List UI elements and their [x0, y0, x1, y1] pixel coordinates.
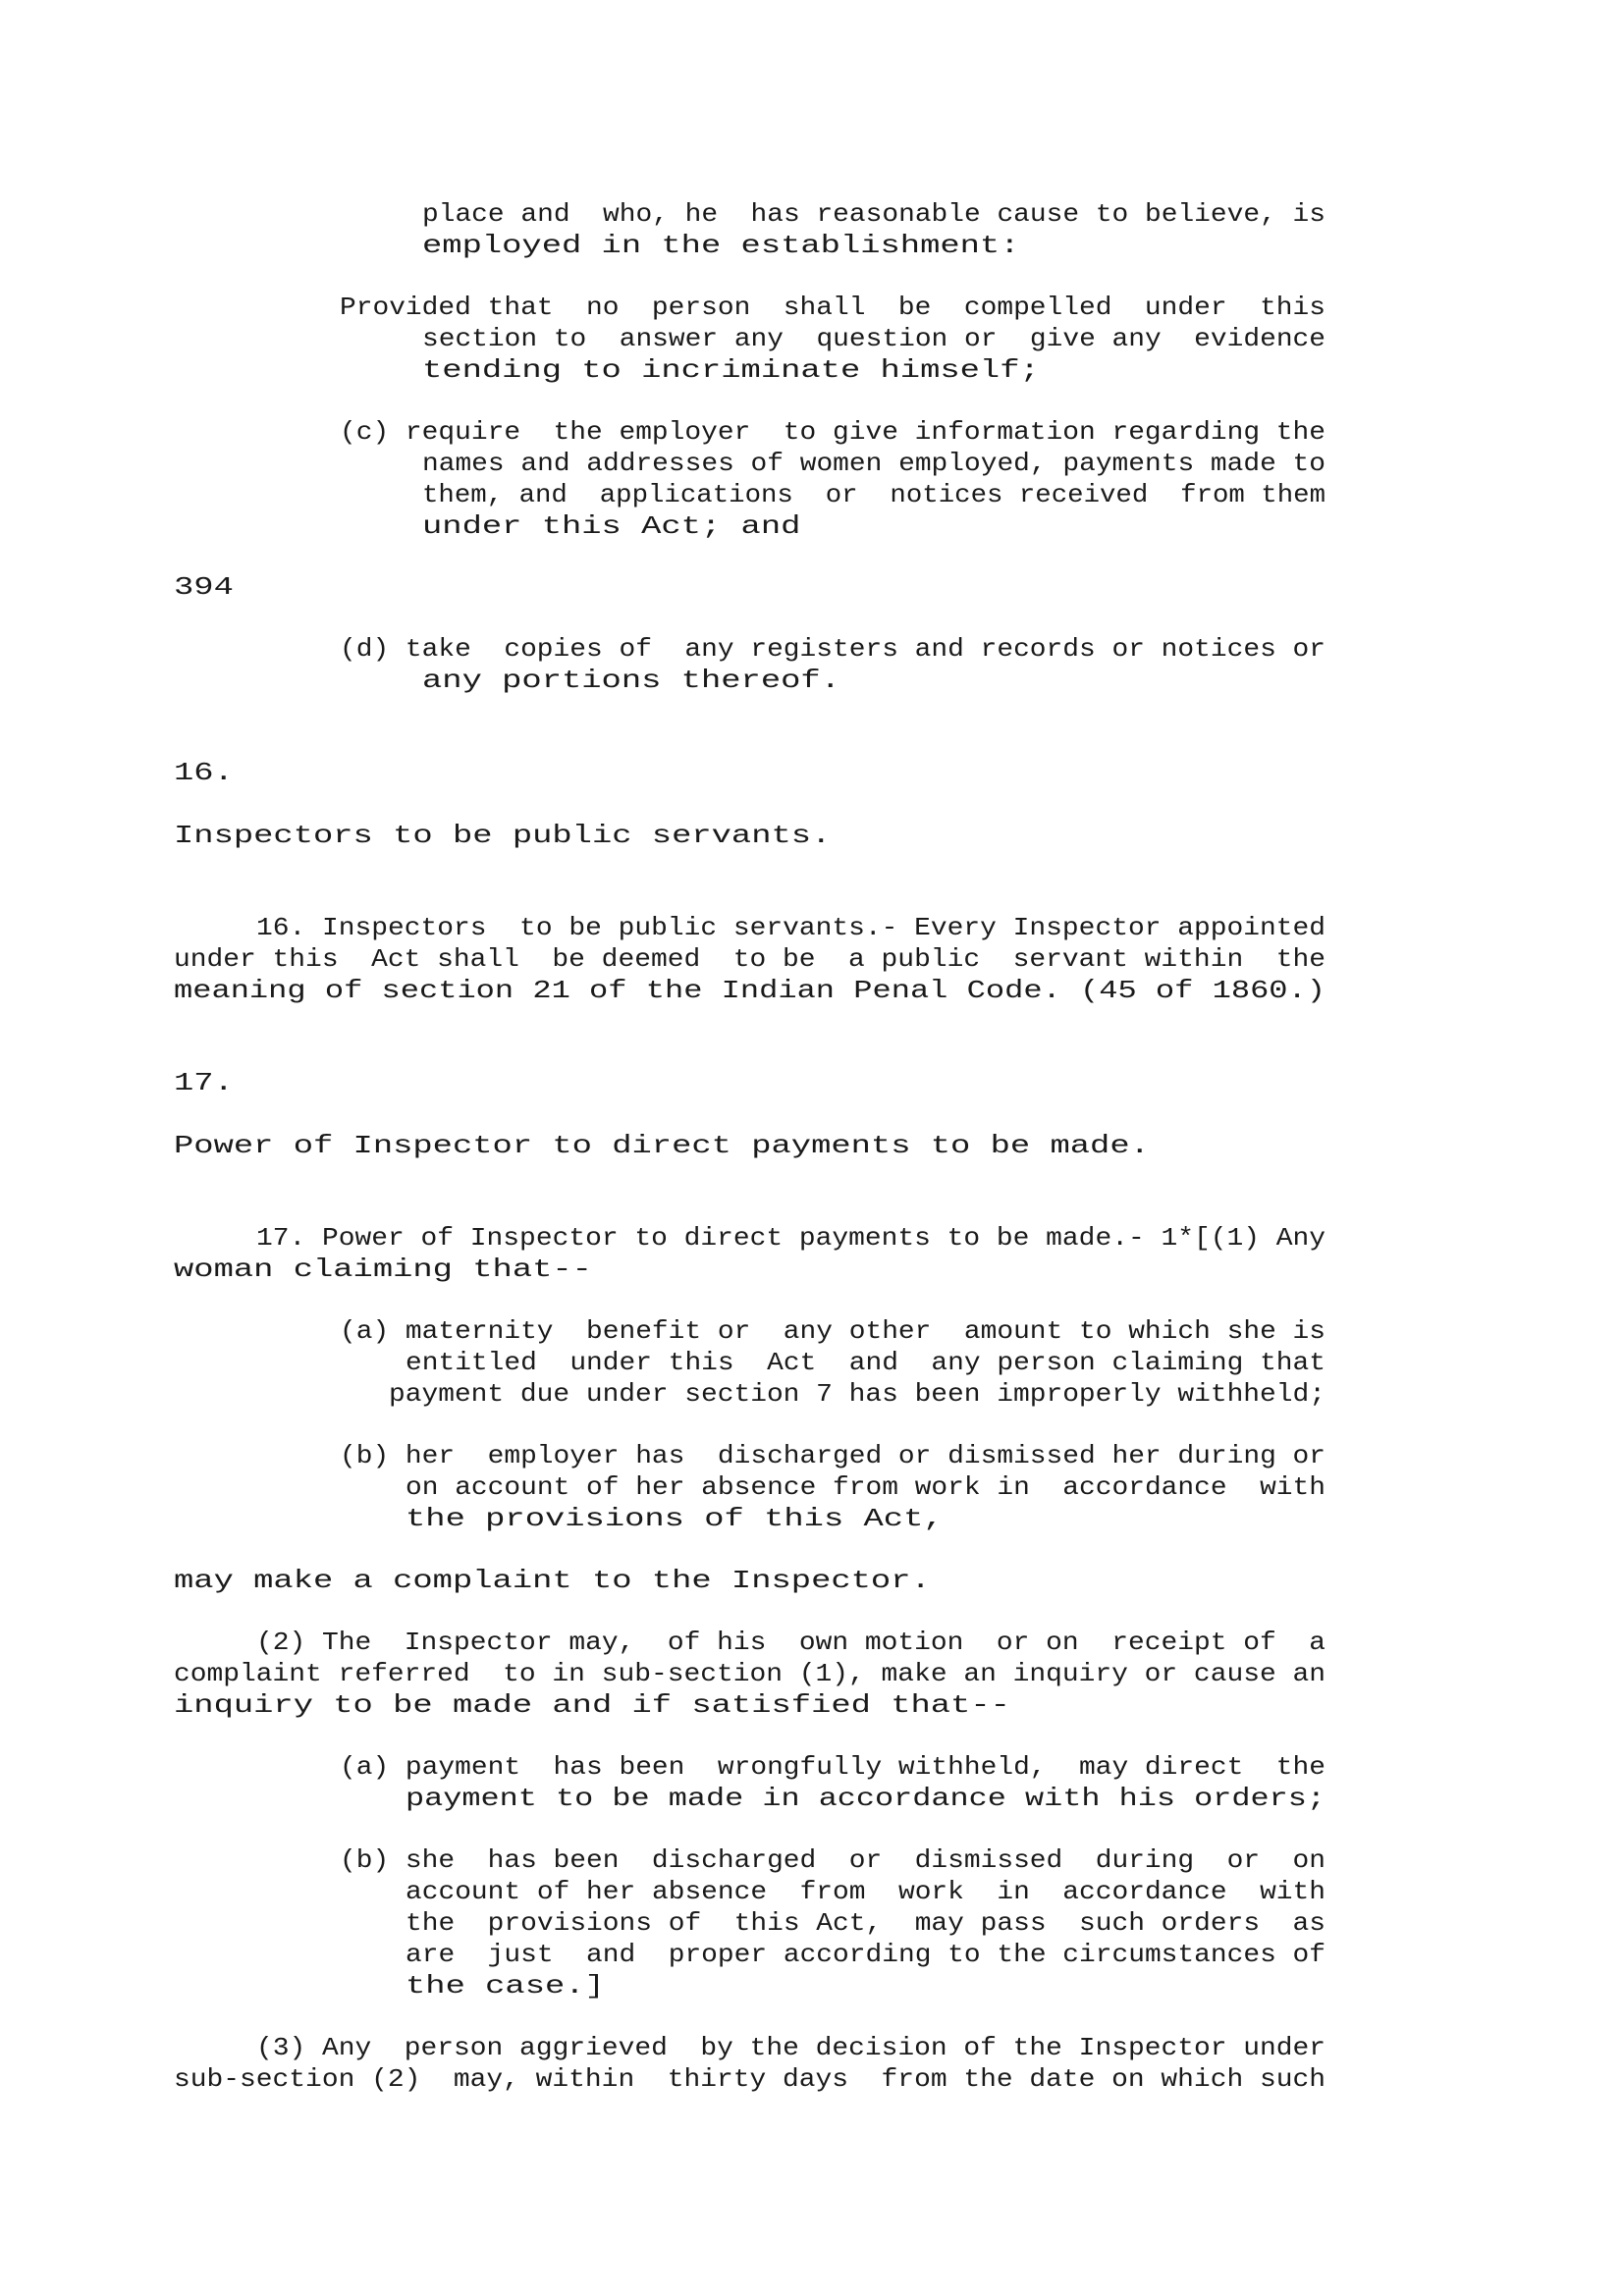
text-line: entitled under this Act and any person claiming that [406, 1348, 1325, 1377]
text-line: on account of her absence from work in accordance with [406, 1472, 1325, 1502]
section-number: 16. [174, 758, 234, 787]
text-line: names and addresses of women employed, payments made to [422, 449, 1325, 478]
text-line: tending to incriminate himself; [422, 355, 1040, 385]
text-line: inquiry to be made and if satisfied that-- [174, 1690, 1010, 1720]
text-line: section to answer any question or give any evidence [422, 324, 1325, 353]
clause-d-line: (d) take copies of any registers and records or notices or [340, 634, 1325, 664]
text-line: woman claiming that-- [174, 1255, 592, 1284]
text-line: complaint referred to in sub-section (1), make an inquiry or cause an [174, 1659, 1325, 1688]
clause-c-line: (c) require the employer to give information regarding the [340, 417, 1325, 447]
section-heading: Inspectors to be public servants. [174, 821, 832, 850]
text-line: meaning of section 21 of the Indian Penal Code. (45 of 1860.) [174, 976, 1325, 1005]
text-line: the provisions of this Act, may pass such orders as [406, 1908, 1325, 1938]
section-16-line: 16. Inspectors to be public servants.- Every Inspector appointed [256, 913, 1325, 942]
text-line: any portions thereof. [422, 666, 840, 695]
section-heading: Power of Inspector to direct payments to be made. [174, 1131, 1150, 1160]
text-line: the provisions of this Act, [406, 1504, 944, 1533]
text-line: are just and proper according to the circumstances of [406, 1940, 1325, 1969]
text-line: payment to be made in accordance with his orders; [406, 1784, 1325, 1813]
text-line: the case.] [406, 1971, 605, 2001]
page-number: 394 [174, 572, 234, 602]
text-line: sub-section (2) may, within thirty days from the date on which such [174, 2064, 1325, 2094]
text-line: under this Act; and [422, 511, 801, 541]
section-17-line: 17. Power of Inspector to direct payments to be made.- 1*[(1) Any [256, 1223, 1325, 1253]
text-line: employed in the establishment: [422, 231, 1020, 260]
proviso-line: Provided that no person shall be compelled under this [340, 293, 1325, 322]
text-line: under this Act shall be deemed to be a public servant within the [174, 944, 1325, 974]
clause-b-line: (b) her employer has discharged or dismissed her during or [340, 1441, 1325, 1470]
text-line: may make a complaint to the Inspector. [174, 1566, 931, 1595]
subsection-2-line: (2) The Inspector may, of his own motion or on receipt of a [256, 1628, 1325, 1657]
text-line: place and who, he has reasonable cause to believe, is [422, 199, 1325, 229]
clause-b-line: (b) she has been discharged or dismissed during or on [340, 1845, 1325, 1875]
clause-a-line: (a) maternity benefit or any other amount to which she is [340, 1316, 1325, 1346]
section-number: 17. [174, 1068, 234, 1097]
text-line: them, and applications or notices received from them [422, 480, 1325, 509]
subsection-3-line: (3) Any person aggrieved by the decision of the Inspector under [256, 2033, 1325, 2062]
text-line: payment due under section 7 has been improperly withheld; [389, 1379, 1325, 1409]
clause-a-line: (a) payment has been wrongfully withheld, may direct the [340, 1752, 1325, 1782]
text-line: account of her absence from work in accordance with [406, 1877, 1325, 1906]
